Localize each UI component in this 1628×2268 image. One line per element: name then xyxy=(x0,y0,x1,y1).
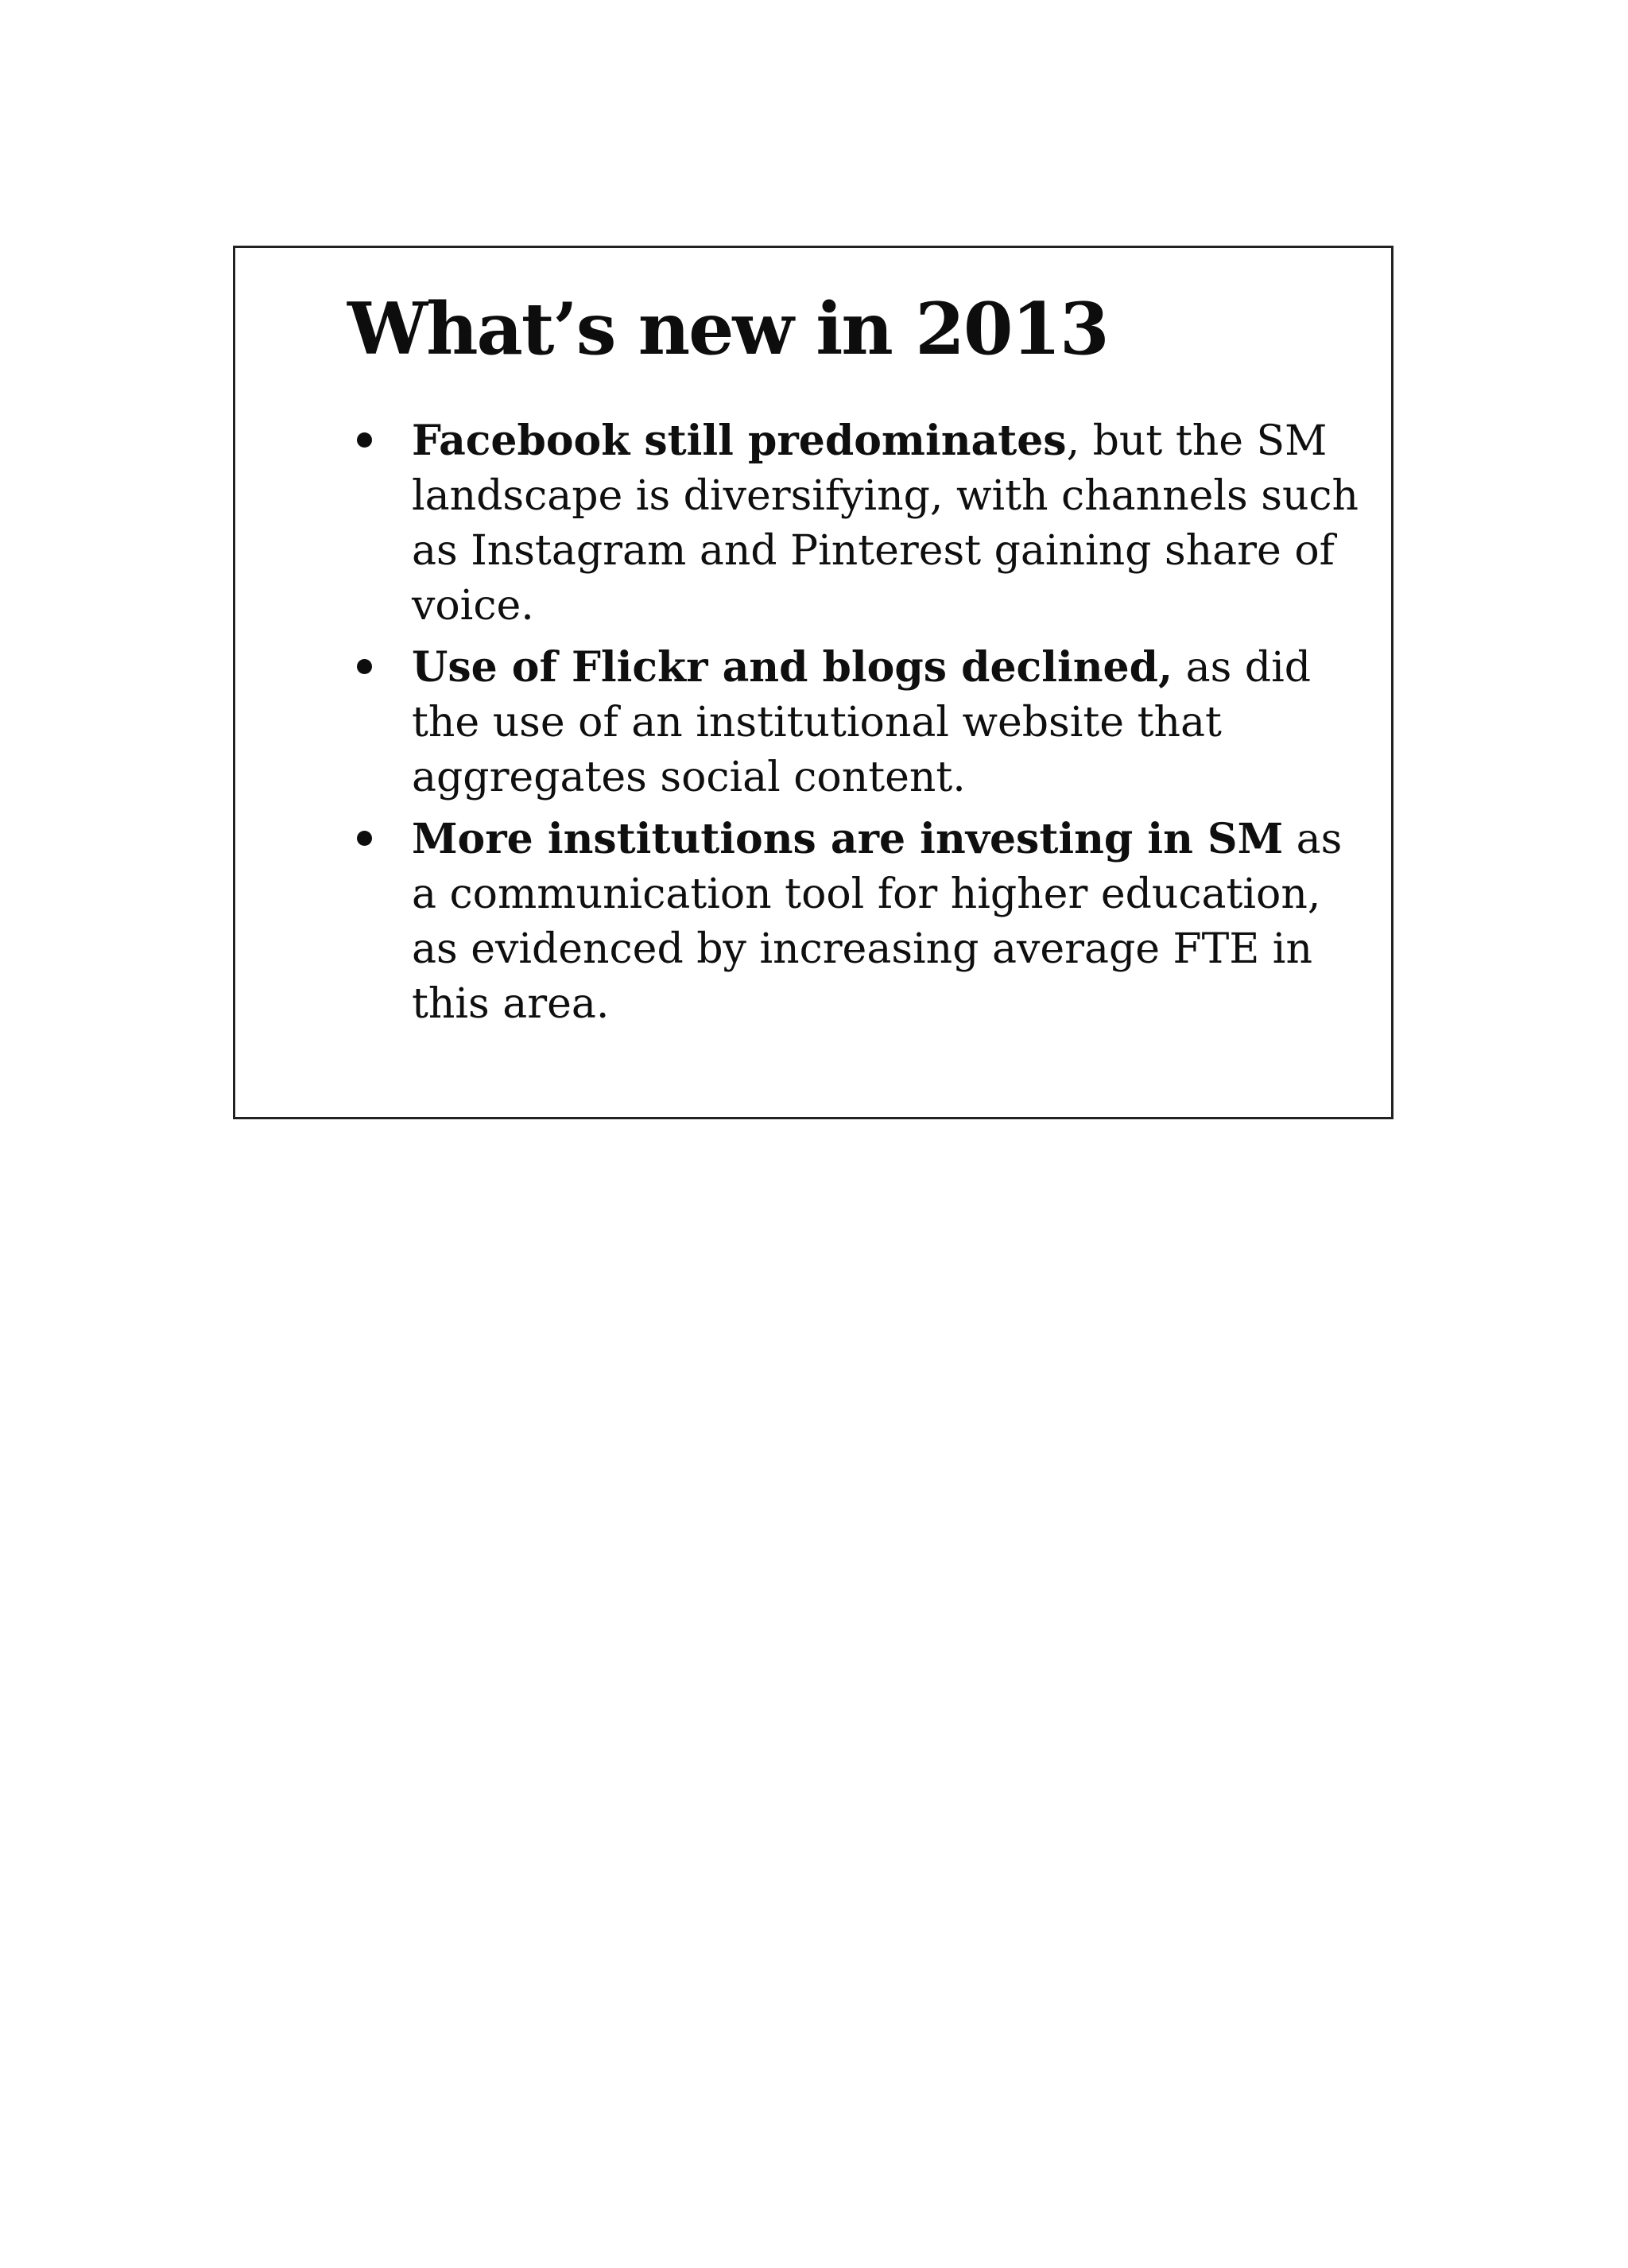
slide-card xyxy=(233,246,1393,1119)
bullet-bold-text: More institutions are investing in SM xyxy=(412,815,1284,863)
bullet-regular-text: as a communication tool for higher education, as evidenced by increasing average FTE in this area. xyxy=(412,816,1343,1028)
bullet-dot-icon xyxy=(357,659,372,674)
bullet-item xyxy=(235,812,1362,1032)
bullet-regular-text: as did the use of an institutional website that aggregates social content. xyxy=(412,644,1312,801)
bullet-regular-text: , but the SM landscape is diversifying, with channels such as Instagram and Pinterest gaining share of voice. xyxy=(412,417,1359,630)
bullet-dot-icon xyxy=(357,432,372,448)
bullet-bold-text: Use of Flickr and blogs declined, xyxy=(412,643,1173,692)
bullet-list xyxy=(235,413,1391,1032)
bullet-dot-icon xyxy=(357,831,372,846)
bullet-item xyxy=(235,413,1362,634)
bullet-bold-text: Facebook still predominates xyxy=(412,417,1067,465)
slide-title: What’s new in 2013 xyxy=(347,287,1108,371)
bullet-item xyxy=(235,640,1362,805)
